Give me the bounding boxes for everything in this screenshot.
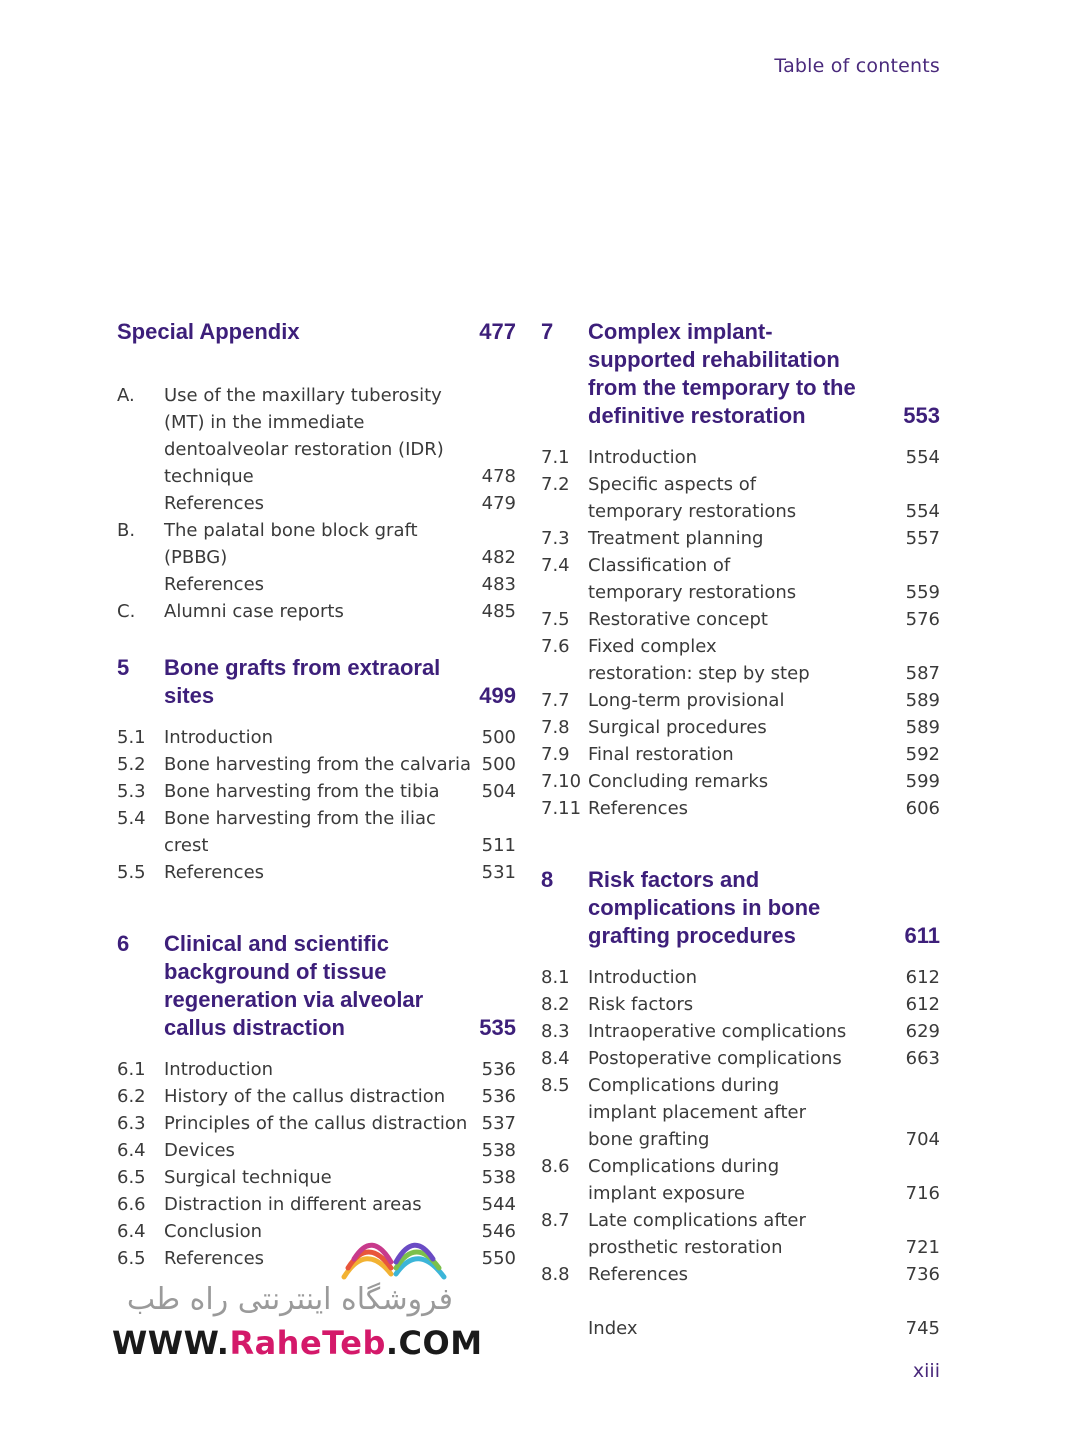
entry-page: 612 [905,994,940,1015]
entry-number: 6.2 [117,1086,146,1107]
special-appendix-entries [117,382,516,625]
page-number: xiii [912,1360,940,1382]
entry-number: B. [117,520,136,541]
toc-entry[interactable] [541,1261,940,1288]
entry-page: 721 [905,1237,940,1258]
toc-entry[interactable] [541,768,940,795]
chapter-6-heading[interactable] [117,930,516,1042]
toc-right-column [541,318,940,1342]
url-suffix: .COM [385,1324,483,1362]
entry-number: 8.4 [541,1048,570,1069]
heading-page: 477 [479,319,516,344]
toc-entry[interactable] [117,1191,516,1218]
entry-number: 6.4 [117,1221,146,1242]
entry-number: 5.4 [117,808,146,829]
heading-number: 7 [541,319,554,344]
toc-entry[interactable] [541,1045,940,1072]
toc-entry[interactable] [541,552,940,606]
toc-entry[interactable] [117,517,516,571]
entry-page: 511 [481,835,516,856]
toc-entry[interactable] [117,805,516,859]
watermark-url [112,1324,483,1362]
chapter-7-entries [541,444,940,822]
entry-title: Principles of the callus distraction [164,1113,468,1134]
toc-entry[interactable] [541,606,940,633]
entry-title: Postoperative complications [588,1048,842,1069]
entry-page: 504 [481,781,516,802]
entry-title: Surgical procedures [588,717,767,738]
entry-number: 6.1 [117,1059,146,1080]
entry-page: 478 [481,466,516,487]
heading-title: Special Appendix [117,319,300,344]
entry-number: 6.4 [117,1140,146,1161]
entry-number [117,571,164,598]
toc-entry[interactable] [541,1072,940,1153]
toc-entry[interactable] [541,471,940,525]
entry-page: 538 [481,1140,516,1161]
toc-entry[interactable] [541,687,940,714]
entry-page: 599 [905,771,940,792]
entry-page: 500 [481,727,516,748]
entry-page: 483 [481,574,516,595]
heading-number: 5 [117,655,130,680]
entry-page: 479 [481,493,516,514]
entry-title: Final restoration [588,744,734,765]
toc-entry[interactable] [541,1018,940,1045]
toc-entry[interactable] [541,795,940,822]
toc-entry[interactable] [541,741,940,768]
entry-title: Risk factors [588,994,694,1015]
entry-title: Introduction [164,1059,274,1080]
entry-number: 7.8 [541,717,570,738]
entry-page: 612 [905,967,940,988]
entry-number: 7.3 [541,528,570,549]
entry-title: References [588,798,689,819]
entry-page: 716 [905,1183,940,1204]
entry-title: Bone harvesting from the iliac crest [164,808,436,856]
chapter-7-heading[interactable] [541,318,940,430]
toc-entry[interactable] [117,751,516,778]
heading-title: Complex implant-supported rehabilitation from the temporary to the definitive restoration [588,319,856,428]
url-brand: RaheTeb [229,1324,386,1362]
toc-entry[interactable] [117,1110,516,1137]
entry-number: 5.1 [117,727,146,748]
entry-page: 538 [481,1167,516,1188]
entry-page: 485 [481,601,516,622]
entry-title: Conclusion [164,1221,263,1242]
entry-title: Complications during implant placement after bone grafting [588,1075,806,1150]
entry-title: References [588,1264,689,1285]
entry-title: Long-term provisional [588,690,785,711]
toc-entry[interactable] [541,1153,940,1207]
toc-entry[interactable] [117,1056,516,1083]
entry-page: 536 [481,1086,516,1107]
watermark-persian-text: فروشگاه اینترنتی راه طب [126,1282,453,1317]
entry-page: 537 [481,1113,516,1134]
running-head: Table of contents [774,55,940,77]
entry-number: 7.7 [541,690,570,711]
entry-number: 5.2 [117,754,146,775]
heading-title: Bone grafts from extraoral sites [164,655,441,708]
entry-title: Introduction [588,447,698,468]
entry-title: Surgical technique [164,1167,332,1188]
entry-title: Index [588,1318,638,1339]
entry-number: 8.5 [541,1075,570,1096]
entry-number: 5.5 [117,862,146,883]
special-appendix-heading[interactable] [117,318,516,346]
watermark [108,1222,483,1362]
entry-page: 589 [905,690,940,711]
entry-number: 8.2 [541,994,570,1015]
toc-entry[interactable] [541,633,940,687]
entry-page: 576 [905,609,940,630]
entry-title: Complications during implant exposure [588,1156,780,1204]
entry-title: Introduction [164,727,274,748]
heading-number: 6 [117,931,130,956]
toc-entry[interactable] [117,382,516,490]
entry-number: 7.2 [541,474,570,495]
entry-page: 500 [481,754,516,775]
entry-title: References [164,493,265,514]
entry-title: Classification of temporary restorations [588,555,797,603]
entry-title: Fixed complex restoration: step by step [588,636,810,684]
entry-number: 7.9 [541,744,570,765]
toc-left-column [117,318,516,1272]
entry-title: References [164,574,265,595]
heading-title: Clinical and scientific background of tissue regeneration via alveolar callus distraction [164,931,424,1040]
entry-title: References [164,1248,265,1269]
entry-page: 606 [905,798,940,819]
entry-page: 745 [905,1318,940,1339]
entry-number: C. [117,601,136,622]
entry-number: 7.5 [541,609,570,630]
entry-title: References [164,862,265,883]
entry-title: Distraction in different areas [164,1194,422,1215]
toc-entry[interactable] [117,598,516,625]
entry-number: 6.3 [117,1113,146,1134]
book-arc-icon [336,1222,451,1282]
entry-page: 559 [905,582,940,603]
entry-page: 663 [905,1048,940,1069]
chapter-8-heading[interactable] [541,866,940,950]
entry-title: Use of the maxillary tuberosity (MT) in the immediate dentoalveolar restoration (IDR) technique [164,385,444,487]
toc-entry[interactable] [117,1083,516,1110]
entry-page: 536 [481,1059,516,1080]
entry-page: 587 [905,663,940,684]
entry-number: 5.3 [117,781,146,802]
entry-title: Concluding remarks [588,771,769,792]
heading-page: 611 [904,923,940,948]
toc-entry[interactable] [117,778,516,805]
entry-title: Bone harvesting from the calvaria [164,754,472,775]
toc-entry[interactable] [541,525,940,552]
entry-page: 736 [905,1264,940,1285]
entry-page: 629 [905,1021,940,1042]
entry-number: 6.6 [117,1194,146,1215]
entry-title: Alumni case reports [164,601,344,622]
entry-page: 550 [481,1248,516,1269]
entry-title: Introduction [588,967,698,988]
entry-number: 6.5 [117,1167,146,1188]
chapter-5-entries [117,724,516,886]
entry-number: A. [117,385,135,406]
toc-entry[interactable] [541,964,940,991]
toc-entry[interactable] [541,714,940,741]
entry-number [117,490,164,517]
toc-entry[interactable] [541,444,940,471]
entry-number: 8.6 [541,1156,570,1177]
entry-number: 8.8 [541,1264,570,1285]
entry-title: Specific aspects of temporary restorations [588,474,797,522]
heading-page: 535 [479,1015,516,1040]
entry-number: 8.7 [541,1210,570,1231]
toc-entry[interactable] [117,490,516,517]
entry-page: 546 [481,1221,516,1242]
entry-number: 7.4 [541,555,570,576]
entry-page: 531 [481,862,516,883]
chapter-8-entries [541,964,940,1288]
entry-number: 8.3 [541,1021,570,1042]
entry-number: 7.6 [541,636,570,657]
entry-title: Devices [164,1140,235,1161]
toc-entry[interactable] [117,859,516,886]
entry-page: 544 [481,1194,516,1215]
entry-page: 482 [481,547,516,568]
toc-entry[interactable] [541,991,940,1018]
entry-number: 7.1 [541,447,570,468]
url-prefix: WWW. [112,1324,230,1362]
chapter-5-heading[interactable] [117,654,516,710]
entry-number: 8.1 [541,967,570,988]
heading-page: 499 [479,683,516,708]
entry-title: Intraoperative complications [588,1021,847,1042]
entry-page: 704 [905,1129,940,1150]
toc-entry[interactable] [541,1207,940,1261]
entry-title: History of the callus distraction [164,1086,446,1107]
entry-page: 589 [905,717,940,738]
entry-title: Bone harvesting from the tibia [164,781,440,802]
toc-entry[interactable] [117,1164,516,1191]
heading-number: 8 [541,867,554,892]
entry-title: Treatment planning [588,528,764,549]
toc-entry-index[interactable] [541,1315,940,1342]
heading-page: 553 [903,403,940,428]
toc-entry[interactable] [117,571,516,598]
toc-entry[interactable] [117,724,516,751]
entry-page: 557 [905,528,940,549]
entry-number: 6.5 [117,1248,146,1269]
entry-page: 592 [905,744,940,765]
entry-title: Restorative concept [588,609,768,630]
entry-page: 554 [905,501,940,522]
entry-page: 554 [905,447,940,468]
heading-title: Risk factors and complications in bone grafting procedures [588,867,821,948]
entry-number: 7.11 [541,798,582,819]
toc-entry[interactable] [117,1137,516,1164]
entry-number: 7.10 [541,771,582,792]
entry-title: The palatal bone block graft (PBBG) [164,520,418,568]
entry-title: Late complications after prosthetic restoration [588,1210,806,1258]
